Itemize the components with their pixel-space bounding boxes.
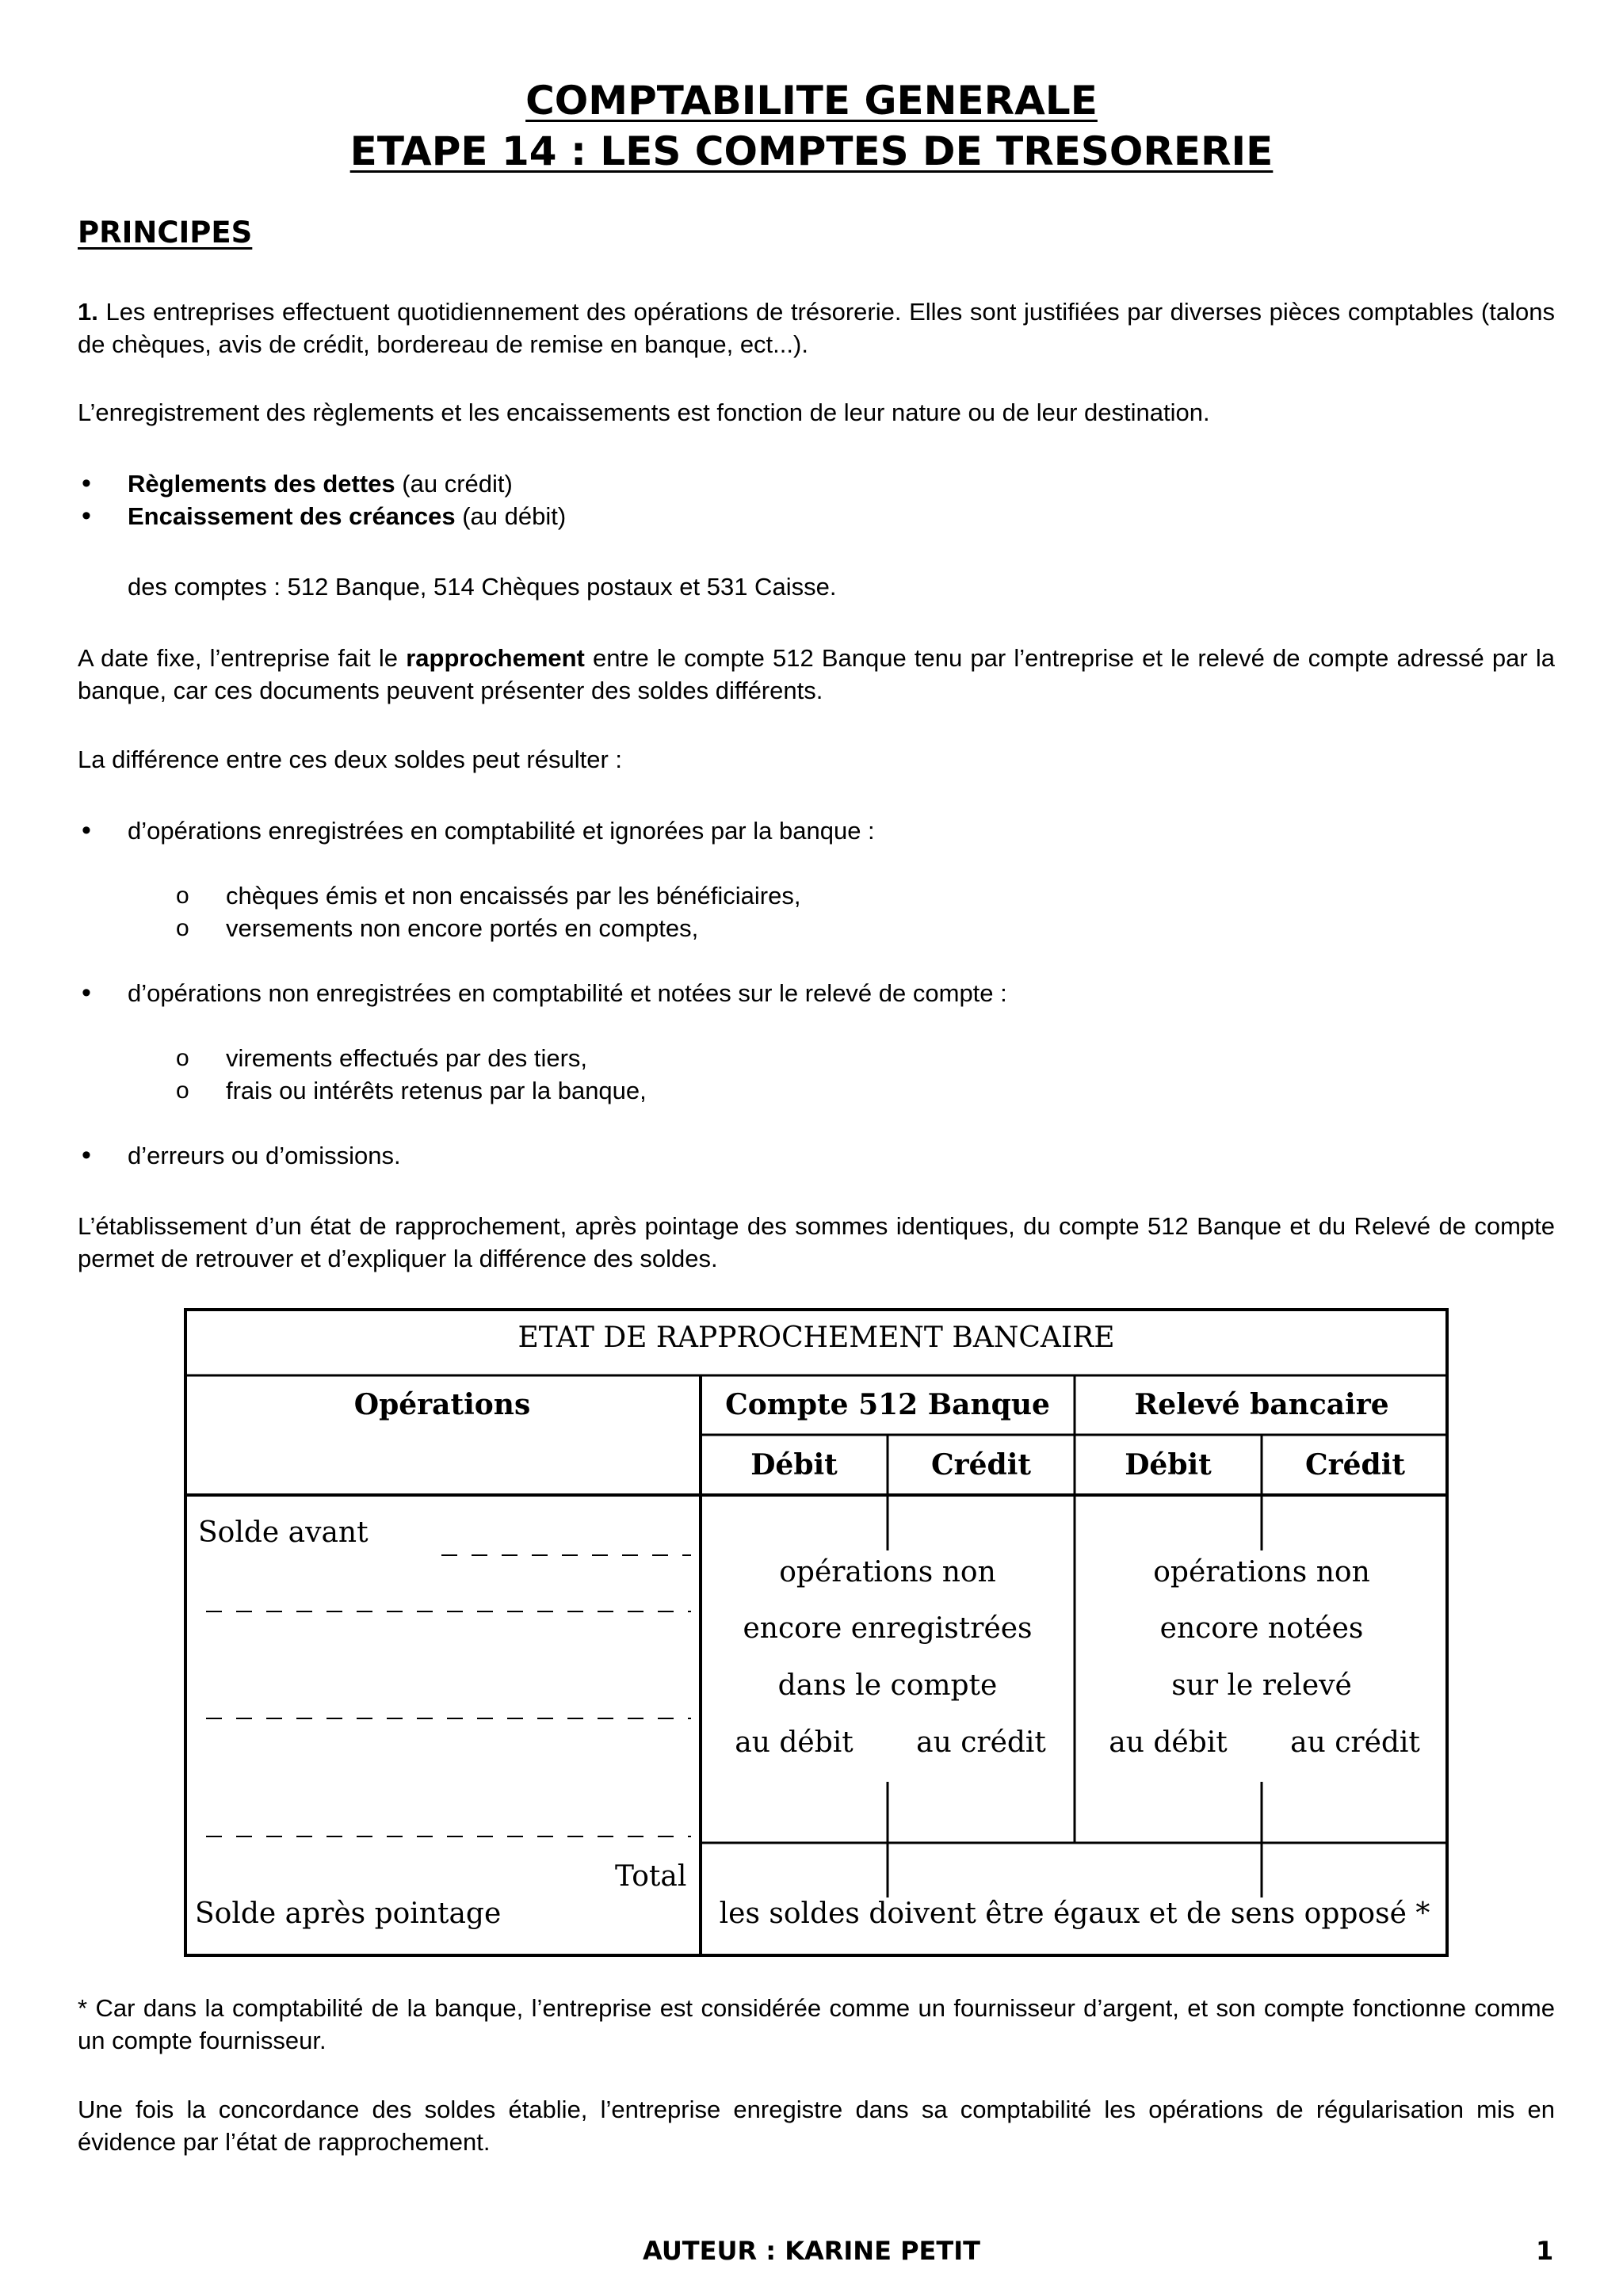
- compte-note: encore enregistrées: [743, 1612, 1033, 1645]
- paragraph-2: L’enregistrement des règlements et les encaissements est fonction de leur nature ou de leur destination.: [78, 399, 1210, 426]
- table-equality-note: les soldes doivent être égaux et de sens opposé *: [719, 1897, 1430, 1930]
- footer-author: AUTEUR : KARINE PETIT: [643, 2236, 980, 2266]
- row-label-solde-apres: Solde après pointage: [195, 1897, 502, 1930]
- compte-note: dans le compte: [777, 1669, 998, 1702]
- releve-note: opérations non: [1153, 1556, 1370, 1589]
- table-title: ETAT DE RAPPROCHEMENT BANCAIRE: [517, 1322, 1115, 1354]
- column-header-operations: Opérations: [353, 1388, 531, 1421]
- paragraph-5: L’établissement d’un état de rapprochement, après pointage des sommes identiques, du compte 512 Banque et du Relevé de compte permet de retrouver et d’expliquer la différence des soldes.: [78, 1212, 1555, 1272]
- list-item: d’opérations non enregistrées en comptabilité et notées sur le relevé de compte :: [128, 979, 1007, 1007]
- column-header-credit: Crédit: [1305, 1448, 1405, 1482]
- paragraph-3: [78, 642, 1555, 707]
- compte-note: opérations non: [779, 1556, 996, 1589]
- paragraph-6: Une fois la concordance des soldes établie, l’entreprise enregistre dans sa comptabilité les opérations de régularisation mis en évidence par l’état de rapprochement.: [78, 2096, 1555, 2156]
- sub-list-item: chèques émis et non encaissés par les bénéficiaires,: [226, 882, 801, 910]
- bullet-icon: •: [82, 815, 91, 845]
- list-item-bold: Encaissement des créances: [128, 502, 456, 530]
- paragraph-4: La différence entre ces deux soldes peut résulter :: [78, 746, 623, 773]
- page-number: 1: [1536, 2236, 1554, 2266]
- sub-bullet-icon: o: [176, 915, 189, 941]
- paragraph-3-bold: rapprochement: [406, 644, 585, 672]
- paragraph-3-text: A date fixe, l’entreprise fait le: [78, 644, 407, 672]
- page-subtitle: ETAPE 14 : LES COMPTES DE TRESORERIE: [349, 128, 1274, 174]
- paragraph-number: 1.: [78, 298, 98, 326]
- compte-au-debit: au débit: [735, 1726, 854, 1759]
- paragraph-1: [78, 296, 1555, 360]
- column-header-releve: Relevé bancaire: [1134, 1388, 1389, 1421]
- footnote: * Car dans la comptabilité de la banque, l’entreprise est considérée comme un fournisseur d’argent, et son compte fonctionne comme un compte fournisseur.: [78, 1994, 1555, 2054]
- list-item-text: (au débit): [455, 502, 567, 530]
- sub-list-item: versements non encore portés en comptes,: [226, 914, 699, 942]
- bullet-icon: •: [82, 1140, 91, 1170]
- releve-au-credit: au crédit: [1290, 1726, 1420, 1759]
- sub-list-item: frais ou intérêts retenus par la banque,: [226, 1077, 647, 1104]
- sub-list-item: virements effectués par des tiers,: [226, 1044, 588, 1072]
- sub-bullet-icon: o: [176, 883, 189, 909]
- row-label-total: Total: [615, 1860, 687, 1893]
- releve-au-debit: au débit: [1109, 1726, 1228, 1759]
- list-item-text: (au crédit): [395, 470, 513, 498]
- column-header-credit: Crédit: [931, 1448, 1031, 1482]
- bullet-icon: •: [82, 468, 91, 498]
- list-item: [128, 500, 566, 532]
- releve-note: encore notées: [1159, 1612, 1364, 1645]
- releve-note: sur le relevé: [1171, 1669, 1352, 1702]
- paragraph-3-text-end: entre le compte 512 Banque tenu par l’entreprise et le relevé de compte adressé par la banque, car ces documents peuvent présenter des soldes différents.: [78, 644, 1556, 704]
- sub-bullet-icon: o: [176, 1045, 189, 1071]
- bullet-icon: •: [82, 978, 91, 1008]
- compte-au-credit: au crédit: [916, 1726, 1046, 1759]
- comptes-line: des comptes : 512 Banque, 514 Chèques postaux et 531 Caisse.: [128, 573, 837, 601]
- row-label-solde-avant: Solde avant: [198, 1516, 369, 1549]
- bullet-icon: •: [82, 501, 91, 531]
- column-header-debit: Débit: [1125, 1448, 1212, 1482]
- list-item: d’erreurs ou d’omissions.: [128, 1142, 401, 1169]
- paragraph-1-text: Les entreprises effectuent quotidiennement des opérations de trésorerie. Elles sont justifiées par diverses pièces comptables (talons de chèques, avis de crédit, bordereau de remise en banque, ect...).: [78, 298, 1555, 358]
- list-item: d’opérations enregistrées en comptabilité et ignorées par la banque :: [128, 817, 875, 845]
- page-title: COMPTABILITE GENERALE: [525, 78, 1098, 124]
- list-item-bold: Règlements des dettes: [128, 470, 395, 498]
- section-title: PRINCIPES: [78, 215, 253, 250]
- column-header-debit: Débit: [750, 1448, 838, 1482]
- list-item: [128, 467, 513, 500]
- column-header-compte: Compte 512 Banque: [725, 1388, 1050, 1421]
- sub-bullet-icon: o: [176, 1077, 189, 1104]
- rapprochement-table: [184, 1308, 1449, 1957]
